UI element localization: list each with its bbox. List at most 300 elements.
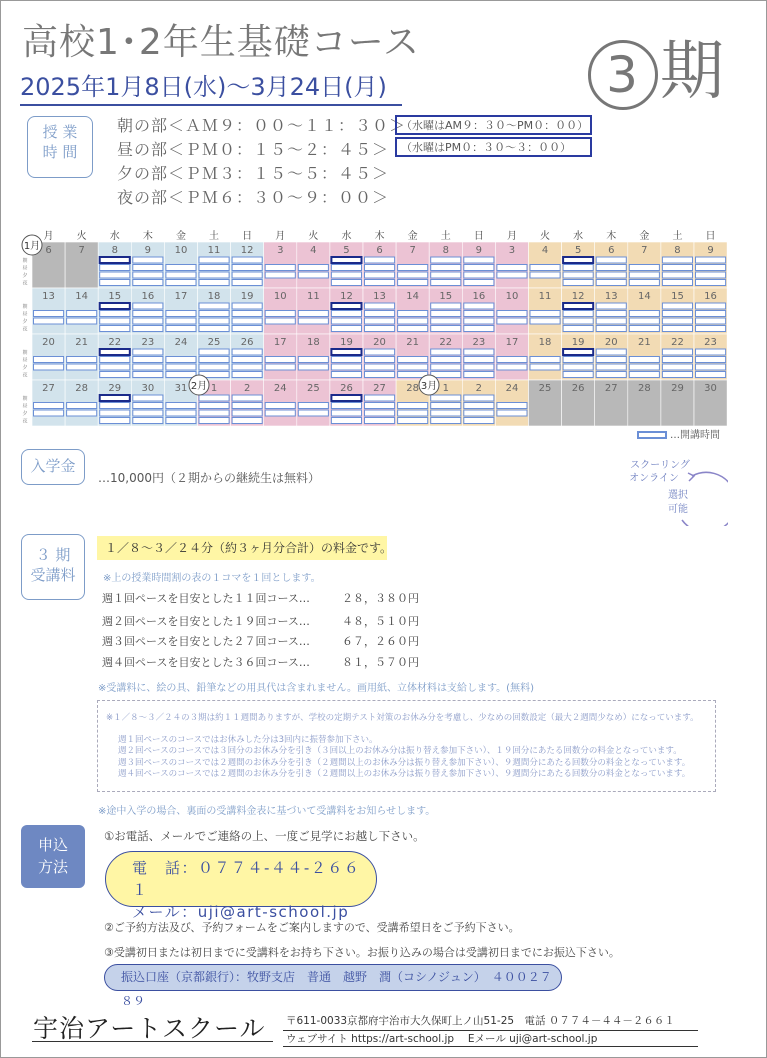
open-slot (431, 403, 461, 409)
school-web[interactable]: ウェブサイト https://art-school.jp Eメール uji@art-school.jp (286, 1033, 598, 1045)
calendar-day-number: 31 (174, 383, 188, 394)
tuition-detail-line: 週２回ペースのコースでは３回分のお休み分を引き（３回以上のお休み分は振り替え参加下さい）、１９回分にあたる回数分の料金となっています。 (118, 746, 682, 756)
open-slot (464, 318, 494, 324)
weekday-label: 月 (506, 231, 517, 242)
calendar-day-number: 4 (541, 245, 549, 256)
slot-label: 夕 (22, 411, 28, 417)
calendar-day-number: 23 (472, 337, 486, 348)
slot-label: 夕 (22, 273, 28, 279)
open-slot (100, 357, 130, 363)
open-slot (696, 265, 726, 271)
open-slot (199, 418, 229, 424)
calendar-legend (637, 426, 720, 441)
open-slot (166, 326, 196, 332)
wednesday-slot (100, 303, 130, 309)
open-slot (232, 418, 262, 424)
open-slot (298, 272, 328, 278)
calendar-day-number: 10 (273, 291, 287, 302)
calendar-day-number: 19 (240, 291, 254, 302)
slot-label: 朝 (22, 258, 28, 264)
online-badge-line2: オンライン (629, 473, 679, 484)
open-slot (629, 326, 659, 332)
open-slot (100, 326, 130, 332)
class-times-label-line2: 時 間 (42, 143, 78, 161)
open-slot (431, 364, 461, 370)
open-slot (100, 280, 130, 286)
open-slot (298, 364, 328, 370)
term-number: 3 (588, 40, 658, 110)
open-slot (563, 280, 593, 286)
open-slot (497, 357, 527, 363)
open-slot (464, 257, 494, 263)
calendar-day-number: 15 (671, 291, 684, 302)
open-slot (199, 257, 229, 263)
open-slot (199, 311, 229, 317)
open-slot (166, 357, 196, 363)
calendar-day-number: 28 (75, 383, 89, 394)
open-slot (232, 318, 262, 324)
calendar-day-number: 15 (439, 291, 453, 302)
open-slot (596, 257, 626, 263)
open-slot (629, 372, 659, 378)
course-dates: 2025年1月8日(水)～3月24日(月) (20, 67, 402, 106)
open-slot (629, 265, 659, 271)
open-slot (696, 311, 726, 317)
open-slot (133, 357, 163, 363)
calendar-day-number: 20 (42, 337, 55, 348)
term-suffix: 期 (660, 35, 726, 109)
open-slot (100, 403, 130, 409)
slot-label: 夕 (22, 319, 28, 325)
open-slot (431, 257, 461, 263)
open-slot (398, 403, 428, 409)
tuition-period-highlight: １／８～３／２４分（約３ヶ月分合計）の料金です。 (97, 536, 387, 560)
open-slot (563, 265, 593, 271)
calendar-day-number: 5 (343, 245, 350, 256)
open-slot (232, 311, 262, 317)
open-slot (265, 265, 295, 271)
calendar-day-number: 2 (475, 383, 483, 394)
course-price: ６７，２６０円 (342, 635, 419, 648)
calendar-day-number: 23 (704, 337, 717, 348)
open-slot (199, 272, 229, 278)
class-times-label (27, 116, 93, 178)
web-line (283, 1046, 698, 1047)
open-slot (596, 364, 626, 370)
open-slot (133, 372, 163, 378)
period-morning: 朝の部＜ＡＭ９：００～１１：３０＞ (117, 116, 407, 135)
tuition-label (21, 534, 85, 600)
weekday-label: 金 (639, 231, 650, 242)
open-slot (563, 372, 593, 378)
open-slot (166, 372, 196, 378)
open-slot (166, 311, 196, 317)
open-slot (34, 357, 64, 363)
calendar-day-number: 22 (439, 337, 453, 348)
open-slot (365, 318, 395, 324)
open-slot (100, 418, 130, 424)
calendar-day-number: 18 (538, 337, 552, 348)
online-badge-line1: スクーリング (630, 460, 690, 471)
apply-step-1: ①お電話、メールでご連絡の上、一度ご見学にお越し下さい。 (104, 829, 425, 843)
open-slot (398, 364, 428, 370)
calendar-day-number: 19 (340, 337, 353, 348)
calendar-day-number: 24 (273, 383, 287, 394)
calendar-day-number: 22 (108, 337, 122, 348)
course-name: 週４回ペースを目安とした３６回コース… (102, 656, 310, 669)
wednesday-slot (100, 257, 130, 263)
calendar-day-number: 30 (141, 383, 155, 394)
open-slot (596, 311, 626, 317)
open-slot (431, 280, 461, 286)
apply-step-3: ③受講初日または初日までに受講料をお持ち下さい。お振り込みの場合は受講初日までにお振込下さい。 (104, 946, 620, 959)
open-slot (662, 303, 692, 309)
open-slot (398, 357, 428, 363)
tuition-detail-line: 週４回ペースのコースでは２週間のお休み分を引き（２週間以上のお休み分は振り替え参加下さい）、９週間分にあたる回数分の料金となっています。 (118, 769, 691, 779)
month-marker: 2月 (190, 381, 208, 392)
calendar-day-number: 22 (671, 337, 684, 348)
email-address[interactable]: メール：uji@art-school.jp (132, 903, 350, 921)
open-slot (596, 357, 626, 363)
calendar-day-number: 12 (571, 291, 585, 302)
calendar-day-number: 4 (310, 245, 317, 256)
calendar-day-number: 26 (240, 337, 254, 348)
wednesday-slot (100, 395, 130, 401)
online-badge-line4: 可能 (668, 504, 688, 515)
tuition-label-line1: ３ 期 (35, 546, 71, 564)
open-slot (298, 265, 328, 271)
weekday-label: 日 (705, 231, 716, 242)
open-slot (34, 318, 64, 324)
open-slot (331, 326, 361, 332)
open-slot (464, 303, 494, 309)
open-slot (133, 257, 163, 263)
open-slot (629, 311, 659, 317)
open-slot (34, 311, 64, 317)
open-slot (629, 357, 659, 363)
open-slot (497, 318, 527, 324)
course-price: ２８，３８０円 (342, 592, 419, 605)
calendar (19, 230, 727, 440)
open-slot (431, 311, 461, 317)
open-slot (563, 357, 593, 363)
open-slot (629, 364, 659, 370)
open-slot (662, 364, 692, 370)
open-slot (133, 280, 163, 286)
slot-label: 朝 (22, 396, 28, 402)
open-slot (431, 418, 461, 424)
open-slot (331, 418, 361, 424)
open-slot (365, 357, 395, 363)
open-slot (464, 280, 494, 286)
calendar-day-number: 21 (406, 337, 420, 348)
slot-label: 夕 (22, 365, 28, 371)
open-slot (166, 272, 196, 278)
calendar-day-number: 1 (442, 383, 449, 394)
open-slot (100, 372, 130, 378)
open-slot (298, 403, 328, 409)
open-slot (331, 272, 361, 278)
open-slot (464, 326, 494, 332)
calendar-day-number: 21 (75, 337, 89, 348)
open-slot (331, 265, 361, 271)
period-night: 夜の部＜ＰＭ６：３０～９：００＞ (117, 188, 390, 207)
calendar-day-number: 20 (373, 337, 386, 348)
calendar-day-number: 18 (306, 337, 320, 348)
open-slot (331, 311, 361, 317)
wednesday-note-noon: （水曜はPM０：３０～３：００） (395, 137, 592, 157)
open-slot (431, 303, 461, 309)
open-slot (365, 395, 395, 401)
open-slot (298, 311, 328, 317)
open-slot (365, 257, 395, 263)
calendar-day-number: 25 (306, 383, 320, 394)
open-slot (530, 364, 560, 370)
apply-label-line2: 方法 (37, 858, 68, 876)
open-slot (464, 265, 494, 271)
open-slot (232, 303, 262, 309)
calendar-day-number: 26 (340, 383, 353, 394)
weekday-label: 日 (473, 231, 484, 242)
open-slot (365, 372, 395, 378)
open-slot (464, 311, 494, 317)
open-slot (662, 257, 692, 263)
calendar-day-number: 19 (571, 337, 585, 348)
open-slot (464, 372, 494, 378)
wednesday-slot (331, 257, 361, 263)
address-line (283, 1030, 698, 1031)
calendar-day-number: 16 (141, 291, 155, 302)
weekday-label: 月 (43, 231, 54, 242)
calendar-day-number: 3 (508, 245, 516, 256)
open-slot (365, 280, 395, 286)
course-row (102, 654, 419, 670)
open-slot (100, 364, 130, 370)
weekday-label: 土 (209, 231, 220, 242)
wednesday-slot (331, 395, 361, 401)
calendar-day-number: 20 (604, 337, 618, 348)
open-slot (67, 318, 97, 324)
slot-label: 昼 (22, 403, 28, 410)
open-slot (464, 410, 494, 416)
open-slot (133, 311, 163, 317)
open-slot (365, 303, 395, 309)
course-row (102, 590, 419, 606)
open-slot (431, 318, 461, 324)
calendar-day-number: 6 (376, 245, 383, 256)
online-badge-line3: 選択 (668, 490, 688, 501)
open-slot (662, 265, 692, 271)
apply-label-line1: 申込 (37, 836, 68, 854)
open-slot (398, 326, 428, 332)
open-slot (530, 357, 560, 363)
open-slot (662, 280, 692, 286)
weekday-label: 金 (175, 231, 186, 242)
calendar-day-number: 29 (671, 383, 684, 394)
tuition-detail-intro: ※１／８～３／２４の３期は約１１週間ありますが、学校の定期テスト対策のお休み分を考慮し、少なめの回数設定（最大２週間少なめ）になっています。 (106, 713, 699, 723)
open-slot (596, 265, 626, 271)
open-slot (298, 318, 328, 324)
slot-label: 夜 (22, 372, 28, 379)
open-slot (497, 265, 527, 271)
open-slot (530, 265, 560, 271)
open-slot (596, 326, 626, 332)
tuition-detail-line: 週３回ペースのコースでは２週間のお休み分を引き（２週間以上のお休み分は振り替え参加下さい）、９週間分にあたる回数分の料金となっています。 (118, 757, 691, 768)
open-slot (133, 272, 163, 278)
open-slot (596, 303, 626, 309)
open-slot (199, 318, 229, 324)
open-slot (166, 280, 196, 286)
calendar-day-number: 6 (45, 245, 52, 256)
open-slot (563, 326, 593, 332)
open-slot (133, 418, 163, 424)
calendar-day-number: 7 (409, 245, 416, 256)
weekday-label: 水 (573, 231, 584, 242)
open-slot (365, 311, 395, 317)
weekday-label: 火 (76, 231, 87, 242)
open-slot (232, 364, 262, 370)
month-marker: 3月 (420, 381, 438, 392)
open-slot (331, 318, 361, 324)
open-slot (596, 372, 626, 378)
online-badge (616, 456, 728, 526)
open-slot (696, 364, 726, 370)
wednesday-slot (563, 257, 593, 263)
open-slot (497, 364, 527, 370)
weekday-label: 火 (308, 231, 319, 242)
open-slot (232, 326, 262, 332)
materials-note: ※受講料に、絵の具、鉛筆などの用具代は含まれません。画用紙、立体材料は支給します。(無料) (98, 683, 534, 694)
open-slot (133, 403, 163, 409)
open-slot (398, 318, 428, 324)
open-slot (100, 410, 130, 416)
school-name: 宇治アートスクール (33, 1014, 266, 1043)
open-slot (497, 403, 527, 409)
open-slot (696, 349, 726, 355)
weekday-label: 土 (440, 231, 451, 242)
open-slot (265, 318, 295, 324)
open-slot (398, 311, 428, 317)
calendar-day-number: 27 (373, 383, 386, 394)
calendar-day-number: 17 (174, 291, 188, 302)
apply-step-2: ②ご予約方法及び、予約フォームをご案内しますので、受講希望日をご予約下さい。 (104, 921, 520, 934)
open-slot (497, 311, 527, 317)
open-slot (331, 357, 361, 363)
course-row (102, 613, 419, 629)
admission-label: 入学金 (21, 449, 85, 485)
page-title: 高校1･2年生基礎コース (22, 22, 421, 63)
calendar-day-number: 28 (406, 383, 420, 394)
open-slot (365, 349, 395, 355)
open-slot (265, 403, 295, 409)
open-slot (365, 418, 395, 424)
open-slot (199, 395, 229, 401)
open-slot (331, 280, 361, 286)
open-slot (67, 357, 97, 363)
open-slot (464, 395, 494, 401)
open-slot (629, 272, 659, 278)
calendar-day-number: 9 (144, 245, 152, 256)
open-slot (431, 395, 461, 401)
open-slot (696, 303, 726, 309)
weekday-label: 日 (242, 231, 253, 242)
open-slot (166, 403, 196, 409)
open-slot (431, 272, 461, 278)
bank-account: 振込口座（京都銀行）：牧野支店 普通 越野 潤（コシノジュン） ４００２７８９ (104, 964, 562, 991)
open-slot (232, 280, 262, 286)
calendar-day-number: 12 (240, 245, 254, 256)
open-slot (331, 403, 361, 409)
open-slot (199, 410, 229, 416)
open-slot (563, 364, 593, 370)
open-slot (464, 403, 494, 409)
open-slot (696, 280, 726, 286)
weekday-label: 木 (606, 231, 617, 242)
weekday-label: 金 (407, 231, 418, 242)
month-marker: 1月 (23, 241, 41, 252)
open-slot (199, 349, 229, 355)
calendar-day-number: 11 (306, 291, 320, 302)
open-slot (199, 364, 229, 370)
open-slot (662, 372, 692, 378)
calendar-day-number: 11 (538, 291, 552, 302)
open-slot (133, 303, 163, 309)
slot-label: 夜 (22, 326, 28, 333)
calendar-day-number: 13 (373, 291, 386, 302)
calendar-day-number: 8 (674, 245, 681, 256)
open-slot (166, 318, 196, 324)
open-slot (398, 418, 428, 424)
calendar-day-number: 25 (538, 383, 552, 394)
open-slot (563, 318, 593, 324)
course-name: 週３回ペースを目安とした２７回コース… (102, 635, 310, 648)
open-slot (331, 410, 361, 416)
open-slot (464, 364, 494, 370)
calendar-day-number: 28 (637, 383, 651, 394)
calendar-day-number: 7 (641, 245, 648, 256)
open-slot (100, 265, 130, 271)
open-slot (298, 410, 328, 416)
midway-note: ※途中入学の場合、裏面の受講料金表に基づいて受講料をお知らせします。 (98, 806, 436, 817)
weekday-label: 木 (374, 231, 385, 242)
calendar-day-number: 16 (704, 291, 717, 302)
slot-label: 夜 (22, 418, 28, 425)
open-slot (34, 410, 64, 416)
open-slot (629, 280, 659, 286)
open-slot (365, 326, 395, 332)
open-slot (596, 280, 626, 286)
open-slot (497, 410, 527, 416)
open-slot (431, 326, 461, 332)
open-slot (596, 349, 626, 355)
calendar-day-number: 30 (704, 383, 717, 394)
calendar-day-number: 8 (442, 245, 449, 256)
open-slot (67, 403, 97, 409)
open-slot (365, 403, 395, 409)
calendar-day-number: 7 (78, 245, 85, 256)
calendar-day-number: 11 (207, 245, 221, 256)
open-slot (166, 265, 196, 271)
calendar-day-number: 27 (42, 383, 55, 394)
open-slot (232, 372, 262, 378)
class-times-label-line1: 授 業 (42, 123, 78, 141)
open-slot (398, 265, 428, 271)
open-slot-swatch (637, 431, 667, 439)
phone-number[interactable]: 電 話：０７７４-４４-２６６１ (132, 859, 361, 899)
open-slot (199, 357, 229, 363)
open-slot (563, 272, 593, 278)
calendar-day-number: 26 (571, 383, 585, 394)
